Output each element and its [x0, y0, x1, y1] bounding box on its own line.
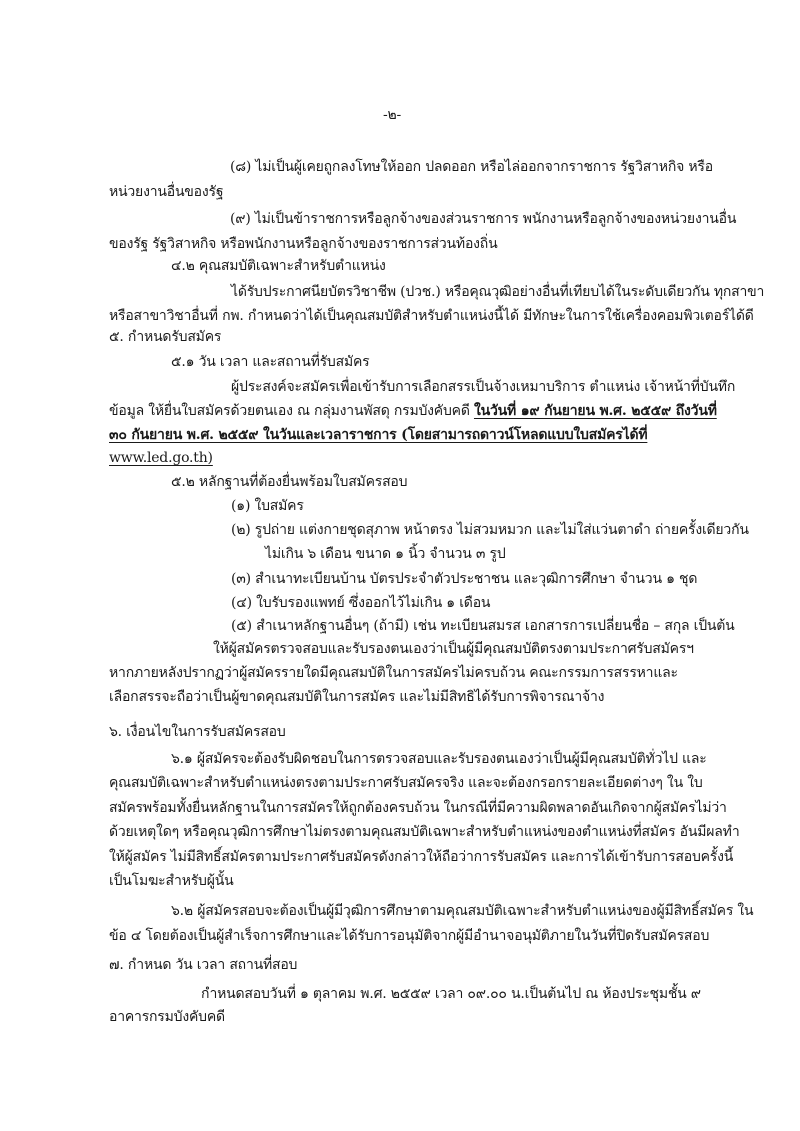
application-date-range: ในวันที่ ๑๙ กันยายน พ.ศ. ๒๕๕๙ ถึงวันที่: [473, 403, 717, 419]
section-6-1-line-3: สมัครพร้อมทั้งยื่นหลักฐานในการสมัครให้ถูกต้องครบถ้วน ในกรณีที่มีความผิดพลาดอันเกิดจากผู้สมัครไม่ว่า: [109, 800, 727, 816]
section-7-line-2: อาคารกรมบังคับคดี: [109, 1009, 225, 1025]
section-7-line-1: กำหนดสอบวันที่ ๑ ตุลาคม พ.ศ. ๒๕๕๙ เวลา ๐๙.๐๐ น.เป็นต้นไป ณ ห้องประชุมชั้น ๙: [201, 986, 701, 1002]
section-5-2-paragraph-line-3: เลือกสรรจะถือว่าเป็นผู้ขาดคุณสมบัติในการสมัคร และไม่มีสิทธิได้รับการพิจารณาจ้าง: [109, 689, 605, 705]
section-5-1-line-1: ผู้ประสงค์จะสมัครเพื่อเข้ารับการเลือกสรรเป็นจ้างเหมาบริการ ตำแหน่ง เจ้าหน้าที่บันทึก: [231, 379, 736, 395]
section-6-heading: ๖. เงื่อนไขในการรับสมัครสอบ: [109, 724, 286, 740]
section-6-1-line-6: เป็นโมฆะสำหรับผู้นั้น: [109, 873, 234, 889]
item-9-line-2: ของรัฐ รัฐวิสาหกิจ หรือพนักงานหรือลูกจ้างของราชการส่วนท้องถิ่น: [109, 236, 498, 252]
document-item-2-line-2: ไม่เกิน ๖ เดือน ขนาด ๑ นิ้ว จำนวน ๓ รูป: [265, 546, 506, 562]
section-6-1-line-1: ๖.๑ ผู้สมัครจะต้องรับผิดชอบในการตรวจสอบและรับรองตนเองว่าเป็นผู้มีคุณสมบัติทั่วไป และ: [171, 751, 707, 767]
section-5-2-paragraph-line-1: ให้ผู้สมัครตรวจสอบและรับรองตนเองว่าเป็นผู้มีคุณสมบัติตรงตามประกาศรับสมัครฯ: [213, 641, 694, 657]
section-4-2-line-2: หรือสาขาวิชาอื่นที่ กพ. กำหนดว่าได้เป็นคุณสมบัติสำหรับตำแหน่งนี้ได้ มีทักษะในการใช้เครื่องคอมพิวเตอร์ได้ดี: [109, 308, 754, 324]
section-5-2-heading: ๕.๒ หลักฐานที่ต้องยื่นพร้อมใบสมัครสอบ: [171, 474, 408, 490]
section-5-heading: ๕. กำหนดรับสมัคร: [109, 329, 222, 345]
section-6-2-line-1: ๖.๒ ผู้สมัครสอบจะต้องเป็นผู้มีวุฒิการศึกษาตามคุณสมบัติเฉพาะสำหรับตำแหน่งของผู้มีสิทธิ์สมัคร ใน: [171, 903, 754, 919]
document-item-4: (๔) ใบรับรองแพทย์ ซึ่งออกไว้ไม่เกิน ๑ เดือน: [231, 595, 491, 611]
section-5-1-line-2-text: ข้อมูล ให้ยื่นใบสมัครด้วยตนเอง ณ กลุ่มงานพัสดุ กรมบังคับคดี: [109, 403, 474, 419]
document-item-2-line-1: (๒) รูปถ่าย แต่งกายชุดสุภาพ หน้าตรง ไม่สวมหมวก และไม่ใส่แว่นตาดำ ถ่ายครั้งเดียวกัน: [231, 522, 749, 538]
section-6-2-line-2: ข้อ ๔ โดยต้องเป็นผู้สำเร็จการศึกษาและได้รับการอนุมัติจากผู้มีอำนาจอนุมัติภายในวันที่ปิดรับสมัครสอบ: [109, 928, 710, 944]
section-6-1-line-4: ด้วยเหตุใดๆ หรือคุณวุฒิการศึกษาไม่ตรงตามคุณสมบัติเฉพาะสำหรับตำแหน่งของตำแหน่งที่สมัคร อันมีผลทำ: [109, 824, 740, 840]
section-6-1-line-2: คุณสมบัติเฉพาะสำหรับตำแหน่งตรงตามประกาศรับสมัครจริง และจะต้องกรอกรายละเอียดต่างๆ ใน ใบ: [109, 775, 703, 791]
item-9-line-1: (๙) ไม่เป็นข้าราชการหรือลูกจ้างของส่วนราชการ พนักงานหรือลูกจ้างของหน่วยงานอื่น: [230, 211, 737, 227]
section-5-2-paragraph-line-2: หากภายหลังปรากฏว่าผู้สมัครรายใดมีคุณสมบัติในการสมัครไม่ครบถ้วน คณะกรรมการสรรหาและ: [109, 665, 678, 681]
document-item-1: (๑) ใบสมัคร: [231, 498, 304, 514]
section-7-heading: ๗. กำหนด วัน เวลา สถานที่สอบ: [109, 957, 298, 973]
item-8-line-1: (๘) ไม่เป็นผู้เคยถูกลงโทษให้ออก ปลดออก หรือไล่ออกจากราชการ รัฐวิสาหกิจ หรือ: [230, 159, 713, 175]
section-5-1-heading: ๕.๑ วัน เวลา และสถานที่รับสมัคร: [171, 354, 370, 370]
section-4-2-heading: ๔.๒ คุณสมบัติเฉพาะสำหรับตำแหน่ง: [171, 258, 386, 274]
section-5-1-line-2: [109, 402, 717, 420]
download-website-link[interactable]: www.led.go.th): [109, 450, 213, 466]
document-item-5: (๕) สำเนาหลักฐานอื่นๆ (ถ้ามี) เช่น ทะเบียนสมรส เอกสารการเปลี่ยนชื่อ – สกุล เป็นต้น: [231, 618, 735, 634]
section-6-1-line-5: ให้ผู้สมัคร ไม่มีสิทธิ์สมัครตามประกาศรับสมัครดังกล่าวให้ถือว่าการรับสมัคร และการได้เข้ารับการสอบครั้งนี้: [109, 849, 734, 865]
item-8-line-2: หน่วยงานอื่นของรัฐ: [109, 184, 224, 200]
section-5-1-line-3: ๓๐ กันยายน พ.ศ. ๒๕๕๙ ในวันและเวลาราชการ (โดยสามารถดาวน์โหลดแบบใบสมัครได้ที่: [109, 427, 648, 443]
document-item-3: (๓) สำเนาทะเบียนบ้าน บัตรประจำตัวประชาชน และวุฒิการศึกษา จำนวน ๑ ชุด: [231, 571, 698, 587]
page-number: -๒-: [383, 107, 402, 123]
section-4-2-line-1: ได้รับประกาศนียบัตรวิชาชีพ (ปวช.) หรือคุณวุฒิอย่างอื่นที่เทียบได้ในระดับเดียวกัน ทุกสาขา: [231, 284, 765, 300]
